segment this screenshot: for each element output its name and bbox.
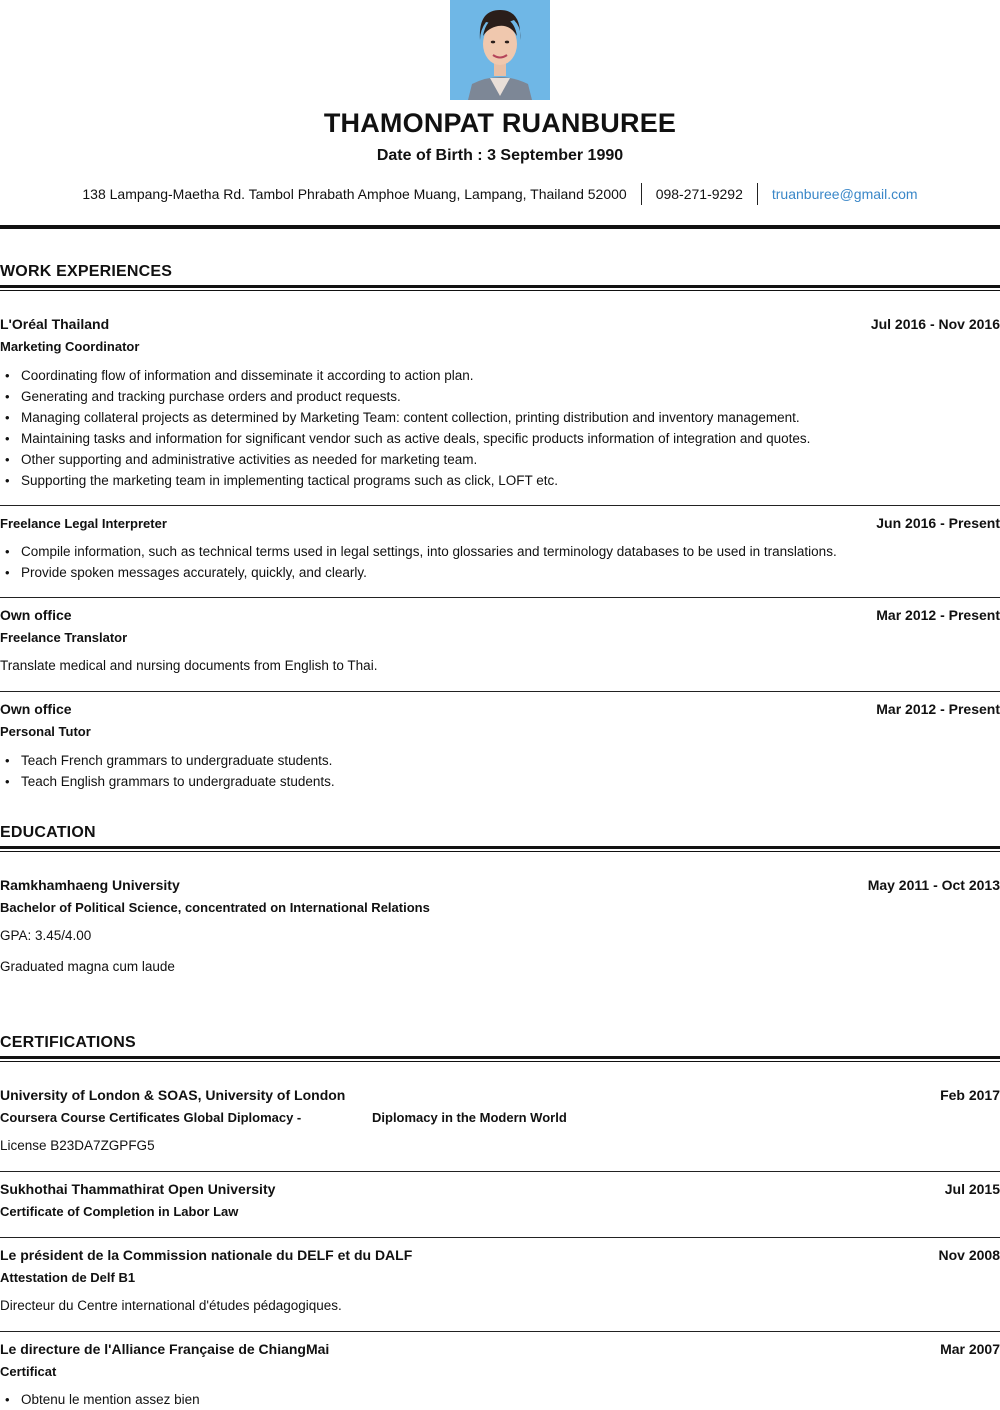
- edu-degree: Bachelor of Political Science, concentrated on International Relations: [0, 900, 430, 915]
- list-item: • Maintaining tasks and information for significant vendor such as active deals, specific products information of integration and quotes.: [0, 428, 810, 449]
- list-item: • Generating and tracking purchase orders and product requests.: [0, 386, 810, 407]
- section-title-education: EDUCATION: [0, 824, 96, 841]
- profile-photo: [450, 0, 550, 100]
- list-item: • Obtenu le mention assez bien: [0, 1389, 200, 1410]
- header-divider: [0, 225, 1000, 229]
- email-link[interactable]: truanburee@gmail.com: [771, 186, 918, 202]
- entry-divider: [0, 597, 1000, 598]
- cert-issuer: University of London & SOAS, University of London: [0, 1087, 346, 1103]
- list-item: • Supporting the marketing team in implementing tactical programs such as click, LOFT etc.: [0, 470, 810, 491]
- list-item: • Other supporting and administrative activities as needed for marketing team.: [0, 449, 810, 470]
- work-description: Translate medical and nursing documents from English to Thai.: [0, 658, 378, 673]
- entry-divider: [0, 505, 1000, 506]
- cert-title-continued: Diplomacy in the Modern World: [372, 1110, 567, 1125]
- list-item: • Teach English grammars to undergraduate students.: [0, 771, 335, 792]
- cert-license: License B23DA7ZGPFG5: [0, 1138, 155, 1153]
- work-org: Own office: [0, 607, 72, 623]
- phone-number: 098-271-9292: [655, 186, 743, 202]
- work-bullets: [0, 541, 837, 583]
- candidate-name: THAMONPAT RUANBUREE: [323, 108, 677, 138]
- entry-divider: [0, 1171, 1000, 1172]
- cert-issuer: Sukhothai Thammathirat Open University: [0, 1181, 276, 1197]
- work-org: Freelance Legal Interpreter: [0, 516, 167, 531]
- cert-note: Directeur du Centre international d'études pédagogiques.: [0, 1298, 342, 1313]
- list-item: • Compile information, such as technical terms used in legal settings, into glossaries and terminology databases to be used in translations.: [0, 541, 837, 562]
- edu-school: Ramkhamhaeng University: [0, 877, 180, 893]
- entry-divider: [0, 1237, 1000, 1238]
- section-title-work: WORK EXPERIENCES: [0, 263, 173, 280]
- cert-title: Certificat: [0, 1364, 57, 1379]
- cert-title: Certificate of Completion in Labor Law: [0, 1204, 239, 1219]
- work-date: Mar 2012 - Present: [876, 701, 1000, 717]
- work-bullets: [0, 750, 335, 792]
- cert-date: Mar 2007: [940, 1341, 1000, 1357]
- list-item: • Managing collateral projects as determined by Marketing Team: content collection, printing distribution and inventory management.: [0, 407, 810, 428]
- cert-issuer: Le président de la Commission nationale du DELF et du DALF: [0, 1247, 413, 1263]
- list-item: • Coordinating flow of information and disseminate it according to action plan.: [0, 365, 810, 386]
- work-date: Jun 2016 - Present: [876, 515, 1000, 531]
- work-org: L'Oréal Thailand: [0, 316, 110, 332]
- entry-divider: [0, 1331, 1000, 1332]
- list-item: • Provide spoken messages accurately, quickly, and clearly.: [0, 562, 837, 583]
- entry-divider: [0, 691, 1000, 692]
- section-rule: [0, 846, 1000, 852]
- edu-honors: Graduated magna cum laude: [0, 959, 175, 974]
- cert-title: Attestation de Delf B1: [0, 1270, 136, 1285]
- work-role: Freelance Translator: [0, 630, 128, 645]
- section-title-certifications: CERTIFICATIONS: [0, 1034, 136, 1051]
- cert-issuer: Le directure de l'Alliance Française de ChiangMai: [0, 1341, 330, 1357]
- cert-bullets: [0, 1389, 200, 1410]
- work-bullets: [0, 365, 810, 491]
- list-item: • Teach French grammars to undergraduate students.: [0, 750, 335, 771]
- cert-date: Feb 2017: [940, 1087, 1000, 1103]
- edu-gpa: GPA: 3.45/4.00: [0, 928, 92, 943]
- date-of-birth: Date of Birth : 3 September 1990: [376, 147, 624, 164]
- cert-date: Jul 2015: [944, 1181, 1000, 1197]
- cert-title: Coursera Course Certificates Global Diplomacy -: [0, 1110, 302, 1125]
- work-org: Own office: [0, 701, 72, 717]
- work-role: Personal Tutor: [0, 724, 91, 739]
- section-rule: [0, 285, 1000, 291]
- address: 138 Lampang-Maetha Rd. Tambol Phrabath Amphoe Muang, Lampang, Thailand 52000: [82, 186, 627, 202]
- cert-date: Nov 2008: [938, 1247, 1000, 1263]
- work-date: Mar 2012 - Present: [876, 607, 1000, 623]
- contact-line: [0, 183, 1000, 205]
- section-rule: [0, 1056, 1000, 1062]
- work-role: Marketing Coordinator: [0, 339, 140, 354]
- edu-date: May 2011 - Oct 2013: [867, 877, 1000, 893]
- work-date: Jul 2016 - Nov 2016: [870, 316, 1000, 332]
